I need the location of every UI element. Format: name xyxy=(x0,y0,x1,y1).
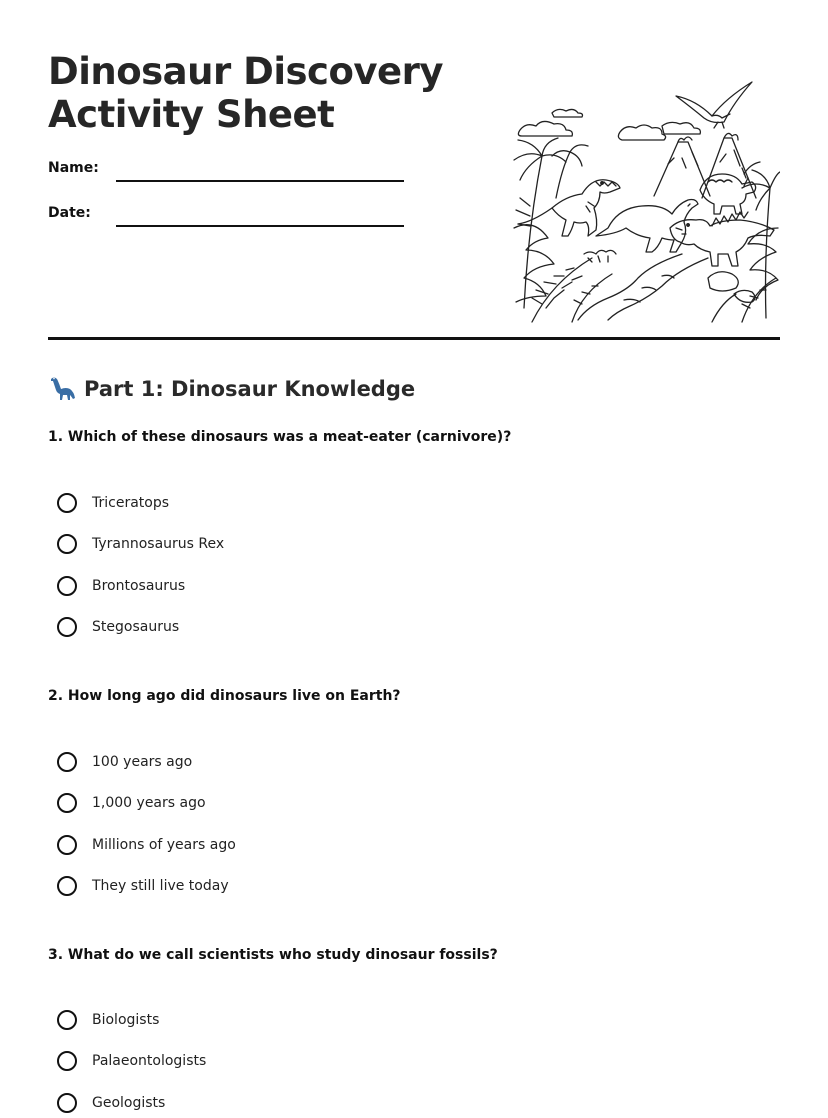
option-label: Tyrannosaurus Rex xyxy=(92,536,225,552)
option-label: Biologists xyxy=(92,1012,160,1028)
radio-button[interactable] xyxy=(57,576,77,596)
radio-button[interactable] xyxy=(57,1051,77,1071)
radio-button[interactable] xyxy=(57,876,77,896)
option-100-years[interactable] xyxy=(57,749,192,775)
dinosaur-icon xyxy=(670,212,774,266)
radio-button[interactable] xyxy=(57,835,77,855)
radio-button[interactable] xyxy=(57,1010,77,1030)
option-label: 1,000 years ago xyxy=(92,795,206,811)
radio-button[interactable] xyxy=(57,493,77,513)
radio-button[interactable] xyxy=(57,1093,77,1113)
fern-icon xyxy=(532,250,616,322)
section-divider xyxy=(48,337,780,340)
river-icon xyxy=(578,254,755,320)
question-3: 3. What do we call scientists who study dinosaur fossils? xyxy=(48,947,498,963)
name-field[interactable] xyxy=(116,180,404,182)
option-geologists[interactable] xyxy=(57,1090,165,1116)
option-label: 100 years ago xyxy=(92,754,193,770)
option-palaeontologists[interactable] xyxy=(57,1048,206,1074)
option-biologists[interactable] xyxy=(57,1007,159,1033)
option-label: Stegosaurus xyxy=(92,619,180,635)
option-label: They still live today xyxy=(92,878,229,894)
option-tyrannosaurus-rex[interactable] xyxy=(57,531,224,557)
pterosaur-icon xyxy=(676,82,752,128)
option-label: Triceratops xyxy=(92,495,170,511)
section-heading xyxy=(48,373,415,405)
radio-button[interactable] xyxy=(57,793,77,813)
option-label: Brontosaurus xyxy=(92,578,186,594)
volcano-icon xyxy=(654,133,756,198)
radio-button[interactable] xyxy=(57,617,77,637)
option-stegosaurus[interactable] xyxy=(57,614,179,640)
dinosaur-landscape-illustration xyxy=(512,78,780,323)
question-1: 1. Which of these dinosaurs was a meat-eater (carnivore)? xyxy=(48,429,512,445)
page-title xyxy=(48,50,448,136)
option-1000-years[interactable] xyxy=(57,790,206,816)
radio-button[interactable] xyxy=(57,534,77,554)
option-label: Millions of years ago xyxy=(92,837,236,853)
date-field[interactable] xyxy=(116,225,404,227)
option-millions-of-years[interactable] xyxy=(57,832,236,858)
option-still-live-today[interactable] xyxy=(57,873,229,899)
sauropod-icon xyxy=(48,375,76,403)
question-2: 2. How long ago did dinosaurs live on Earth? xyxy=(48,688,401,704)
title-line-1: Dinosaur Discovery xyxy=(48,50,443,93)
option-triceratops[interactable] xyxy=(57,490,169,516)
option-label: Palaeontologists xyxy=(92,1053,207,1069)
date-label: Date: xyxy=(48,205,91,221)
section-title: Part 1: Dinosaur Knowledge xyxy=(84,377,416,401)
option-label: Geologists xyxy=(92,1095,166,1111)
radio-button[interactable] xyxy=(57,752,77,772)
title-line-2: Activity Sheet xyxy=(48,93,335,136)
cloud-icon xyxy=(518,109,582,136)
option-brontosaurus[interactable] xyxy=(57,573,185,599)
name-label: Name: xyxy=(48,160,99,176)
